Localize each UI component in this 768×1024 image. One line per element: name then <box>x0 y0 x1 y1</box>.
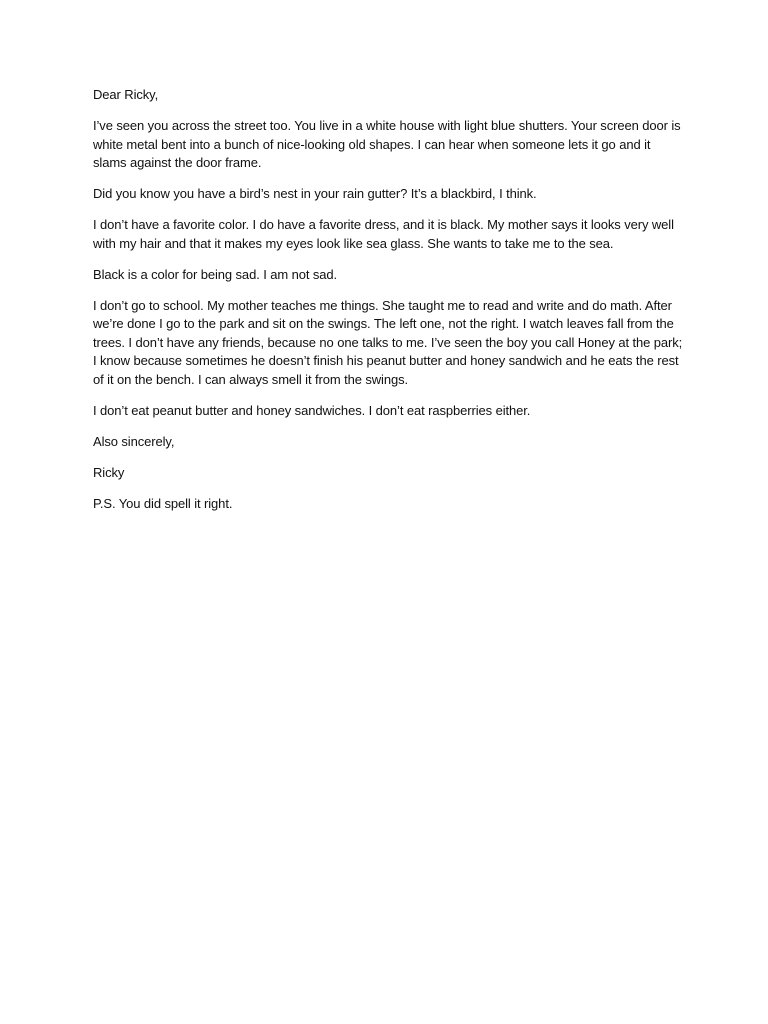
letter-paragraph: Did you know you have a bird’s nest in your rain gutter? It’s a blackbird, I think. <box>93 186 537 202</box>
letter-postscript: P.S. You did spell it right. <box>93 496 233 512</box>
letter-body <box>93 86 683 526</box>
letter-paragraph: Black is a color for being sad. I am not sad. <box>93 266 338 282</box>
letter-paragraph: I don’t go to school. My mother teaches me things. She taught me to read and write and do math. After we’re done I go to the park and sit on the swings. The left one, not the right. I watch leaves fall from the trees. I don’t have any friends, because no one talks to me. I’ve seen the boy you call Honey at the park; I know because sometimes he doesn’t finish his peanut butter and honey sandwich and he eats the rest of it on the bench. I can always smell it from the swings. <box>93 297 683 388</box>
letter-paragraph: I don’t have a favorite color. I do have a favorite dress, and it is black. My mother says it looks very well with my hair and that it makes my eyes look like sea glass. She wants to take me to the sea. <box>93 217 674 251</box>
letter-salutation: Dear Ricky, <box>93 87 159 102</box>
letter-closing: Also sincerely, <box>93 434 175 450</box>
letter-signature: Ricky <box>93 465 125 481</box>
letter-paragraph: I don’t eat peanut butter and honey sandwiches. I don’t eat raspberries either. <box>93 403 531 419</box>
letter-paragraph: I’ve seen you across the street too. You live in a white house with light blue shutters. Your screen door is white metal bent into a bunch of nice-looking old shapes. I can hear when someone lets it go and it slams against the door frame. <box>93 117 681 171</box>
